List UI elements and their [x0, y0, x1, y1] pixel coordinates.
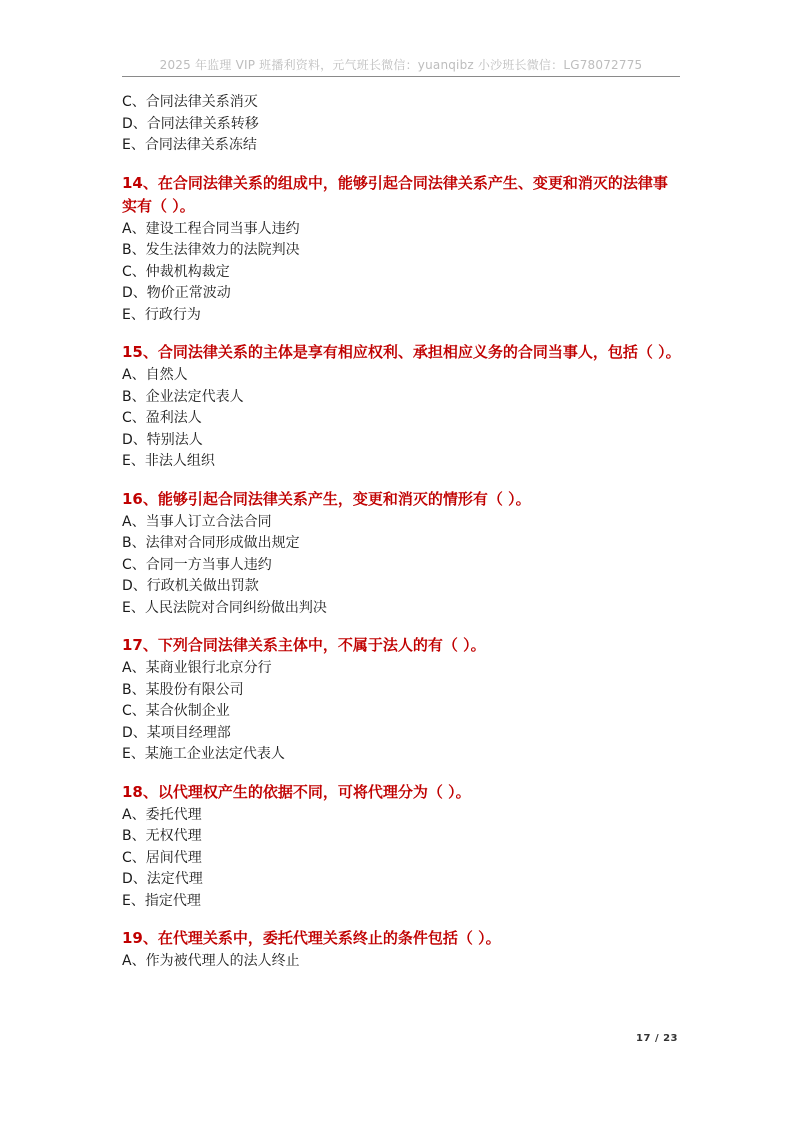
option-item: C、合同一方当事人违约 — [122, 556, 272, 573]
option-item: D、合同法律关系转移 — [122, 115, 259, 132]
option-item: A、自然人 — [122, 367, 188, 383]
option-item: D、法定代理 — [122, 871, 203, 887]
page-header: 2025 年监理 VIP 班播利资料，元气班长微信：yuanqibz 小沙班长微信：LG78072775 — [159, 58, 643, 72]
question-text: 17、下列合同法律关系主体中，不属于法人的有（ ）。 — [122, 636, 486, 654]
question-text: 14、在合同法律关系的组成中，能够引起合同法律关系产生、变更和消灭的法律事实有（ ）。 — [122, 173, 668, 215]
option-item: B、某股份有限公司 — [122, 681, 244, 698]
option-item: D、行政机关做出罚款 — [122, 578, 259, 594]
option-item: E、合同法律关系冻结 — [122, 137, 257, 153]
option-item: C、合同法律关系消灭 — [122, 94, 258, 110]
question-16 — [122, 488, 682, 620]
question-15 — [122, 341, 682, 473]
option-item: C、某合伙制企业 — [122, 703, 230, 719]
option-item: E、非法人组织 — [122, 453, 215, 469]
option-item: B、发生法律效力的法院判决 — [122, 242, 300, 258]
option-item: D、特别法人 — [122, 431, 203, 448]
option-item: B、法律对合同形成做出规定 — [122, 535, 300, 551]
question-text: 16、能够引起合同法律关系产生，变更和消灭的情形有（ ）。 — [122, 489, 531, 508]
option-item: B、无权代理 — [122, 828, 202, 844]
option-item: C、盈利法人 — [122, 410, 202, 426]
question-text: 19、在代理关系中，委托代理关系终止的条件包括（ ）。 — [122, 929, 501, 947]
question-14 — [122, 172, 682, 327]
page-content — [122, 92, 682, 973]
option-item: A、当事人订立合法合同 — [122, 513, 272, 530]
question-17 — [122, 634, 682, 766]
option-item: D、物价正常波动 — [122, 285, 231, 301]
option-item: C、居间代理 — [122, 849, 202, 866]
question-text: 18、以代理权产生的依据不同，可将代理分为（ ）。 — [122, 782, 471, 801]
option-item: A、某商业银行北京分行 — [122, 660, 272, 676]
option-item: E、人民法院对合同纠纷做出判决 — [122, 599, 327, 616]
header-divider — [122, 76, 680, 77]
question-19 — [122, 927, 682, 973]
page-number: 17 / 23 — [636, 1033, 678, 1044]
option-item: A、作为被代理人的法人终止 — [122, 953, 300, 969]
option-item: B、企业法定代表人 — [122, 388, 244, 405]
option-item: E、行政行为 — [122, 306, 201, 323]
leading-options — [122, 92, 682, 157]
option-item: C、仲裁机构裁定 — [122, 263, 230, 280]
option-item: E、指定代理 — [122, 892, 201, 909]
option-item: D、某项目经理部 — [122, 724, 231, 741]
question-18 — [122, 781, 682, 913]
question-text: 15、合同法律关系的主体是享有相应权利、承担相应义务的合同当事人，包括（ ）。 — [122, 343, 681, 361]
option-item: E、某施工企业法定代表人 — [122, 746, 285, 762]
option-item: A、委托代理 — [122, 806, 202, 823]
option-item: A、建设工程合同当事人违约 — [122, 220, 300, 237]
